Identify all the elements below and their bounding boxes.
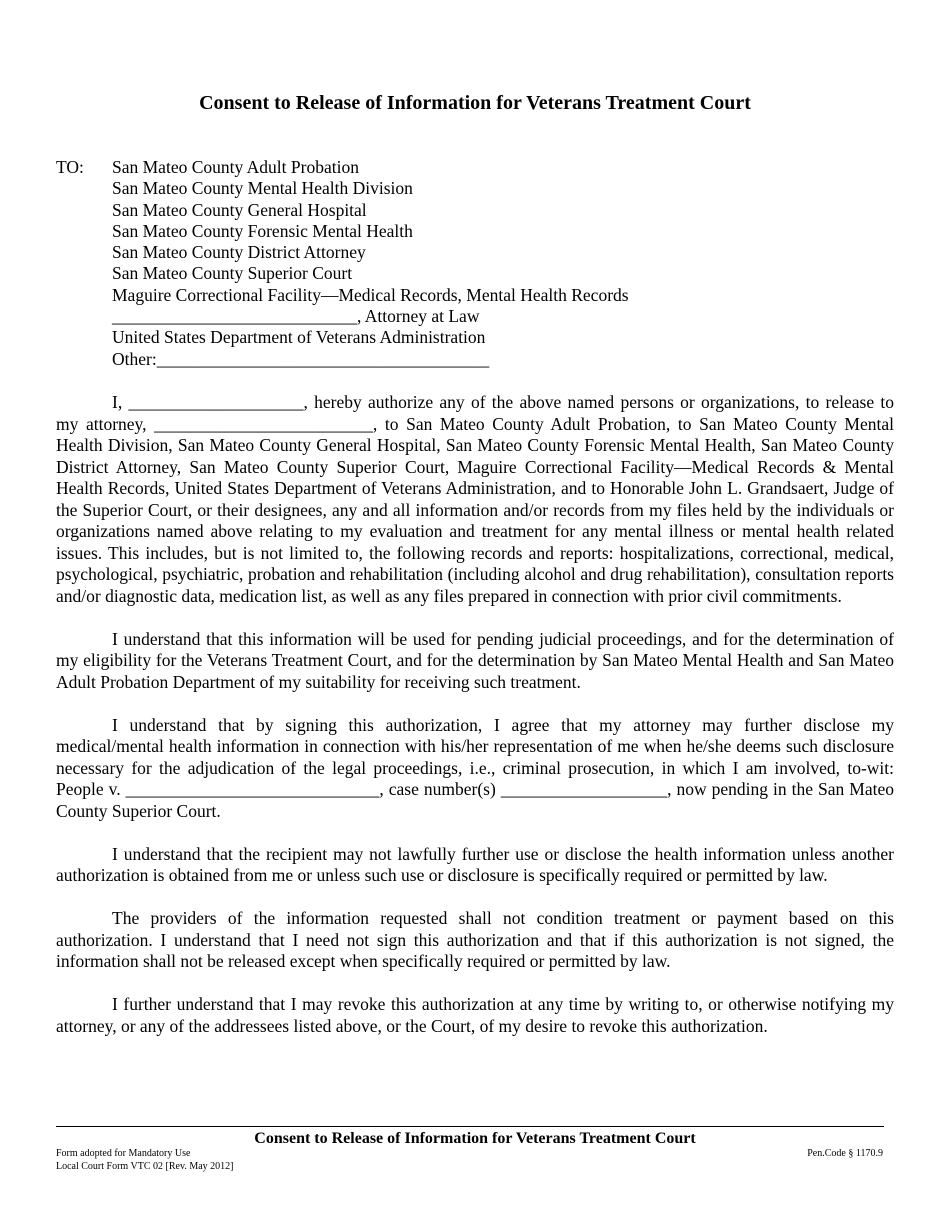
recipient-item: San Mateo County Forensic Mental Health: [112, 220, 413, 241]
recipient-item-attorney: ____________________________, Attorney at Law: [112, 306, 480, 327]
recipient-list: [112, 157, 812, 370]
footer-code-reference: Pen.Code § 1170.9: [807, 1148, 883, 1159]
recipient-item: San Mateo County General Hospital: [112, 199, 367, 220]
recipient-item: San Mateo County District Attorney: [112, 242, 366, 263]
purpose-paragraph: I understand that this information will be used for pending judicial proceedings, and for the determination of my eligibility for the Veterans Treatment Court, and for the determination by San Mateo Mental Health and San Mateo Adult Probation Department of my suitability for receiving such treatment.: [56, 628, 894, 692]
footer-divider: [56, 1126, 884, 1127]
recipient-item: San Mateo County Adult Probation: [112, 157, 359, 177]
footer-form-number: Local Court Form VTC 02 [Rev. May 2012]: [56, 1160, 234, 1172]
condition-paragraph: The providers of the information requested shall not condition treatment or payment based on this authorization. I understand that I need not sign this authorization and that if this authorization is not signed, the information shall not be released except when specifically required or permitted by law.: [56, 908, 894, 971]
consent-body: [56, 392, 894, 1059]
redisclosure-paragraph: I understand that the recipient may not lawfully further use or disclose the health information unless another authorization is obtained from me or unless such use or disclosure is specifically required or permitted by law.: [56, 843, 894, 885]
revocation-paragraph: I further understand that I may revoke this authorization at any time by writing to, or otherwise notifying my attorney, or any of the addressees listed above, or the Court, of my desire to revoke this authorization.: [56, 994, 894, 1036]
footer-adopted-line: Form adopted for Mandatory Use: [56, 1148, 191, 1159]
recipient-item-other: Other:______________________________________: [112, 348, 490, 369]
recipient-item: San Mateo County Mental Health Division: [112, 178, 413, 199]
footer-form-info: [56, 1148, 233, 1173]
footer-title: Consent to Release of Information for Veterans Treatment Court: [254, 1130, 696, 1147]
recipient-item: United States Department of Veterans Administration: [112, 327, 486, 348]
recipient-item: Maguire Correctional Facility—Medical Records, Mental Health Records: [112, 284, 629, 305]
disclosure-paragraph: I understand that by signing this authorization, I agree that my attorney may further disclose my medical/mental health information in connection with his/her representation of me when he/she deems such disclosure necessary for the adjudication of the legal proceedings, i.e., criminal prosecution, in which I am involved, to-wit: People v. _____________________________, case number(s) ___________________, now pending in the San Mateo County Superior Court.: [56, 714, 894, 821]
document-title: Consent to Release of Information for Veterans Treatment Court: [199, 92, 751, 114]
recipient-item: San Mateo County Superior Court: [112, 263, 353, 284]
authorization-paragraph: I, ____________________, hereby authorize any of the above named persons or organizations, to release to my attorney, _________________________, to San Mateo County Adult Probation, to San Mateo County Mental Health Division, San Mateo County General Hospital, San Mateo County Forensic Mental Health, San Mateo County District Attorney, San Mateo County Superior Court, Maguire Correctional Facility—Medical Records & Mental Health Records, United States Department of Veterans Administration, and to Honorable John L. Grandsaert, Judge of the Superior Court, or their designees, any and all information and/or records from my files held by the individuals or organizations named above relating to my evaluation and treatment for any mental illness or mental health related issues. This includes, but is not limited to, the following records and reports: hospitalizations, correctional, medical, psychological, psychiatric, probation and rehabilitation (including alcohol and drug rehabilitation), consultation reports and/or diagnostic data, medication list, as well as any files prepared in connection with prior civil commitments.: [56, 392, 894, 606]
to-label: TO:: [56, 157, 84, 177]
